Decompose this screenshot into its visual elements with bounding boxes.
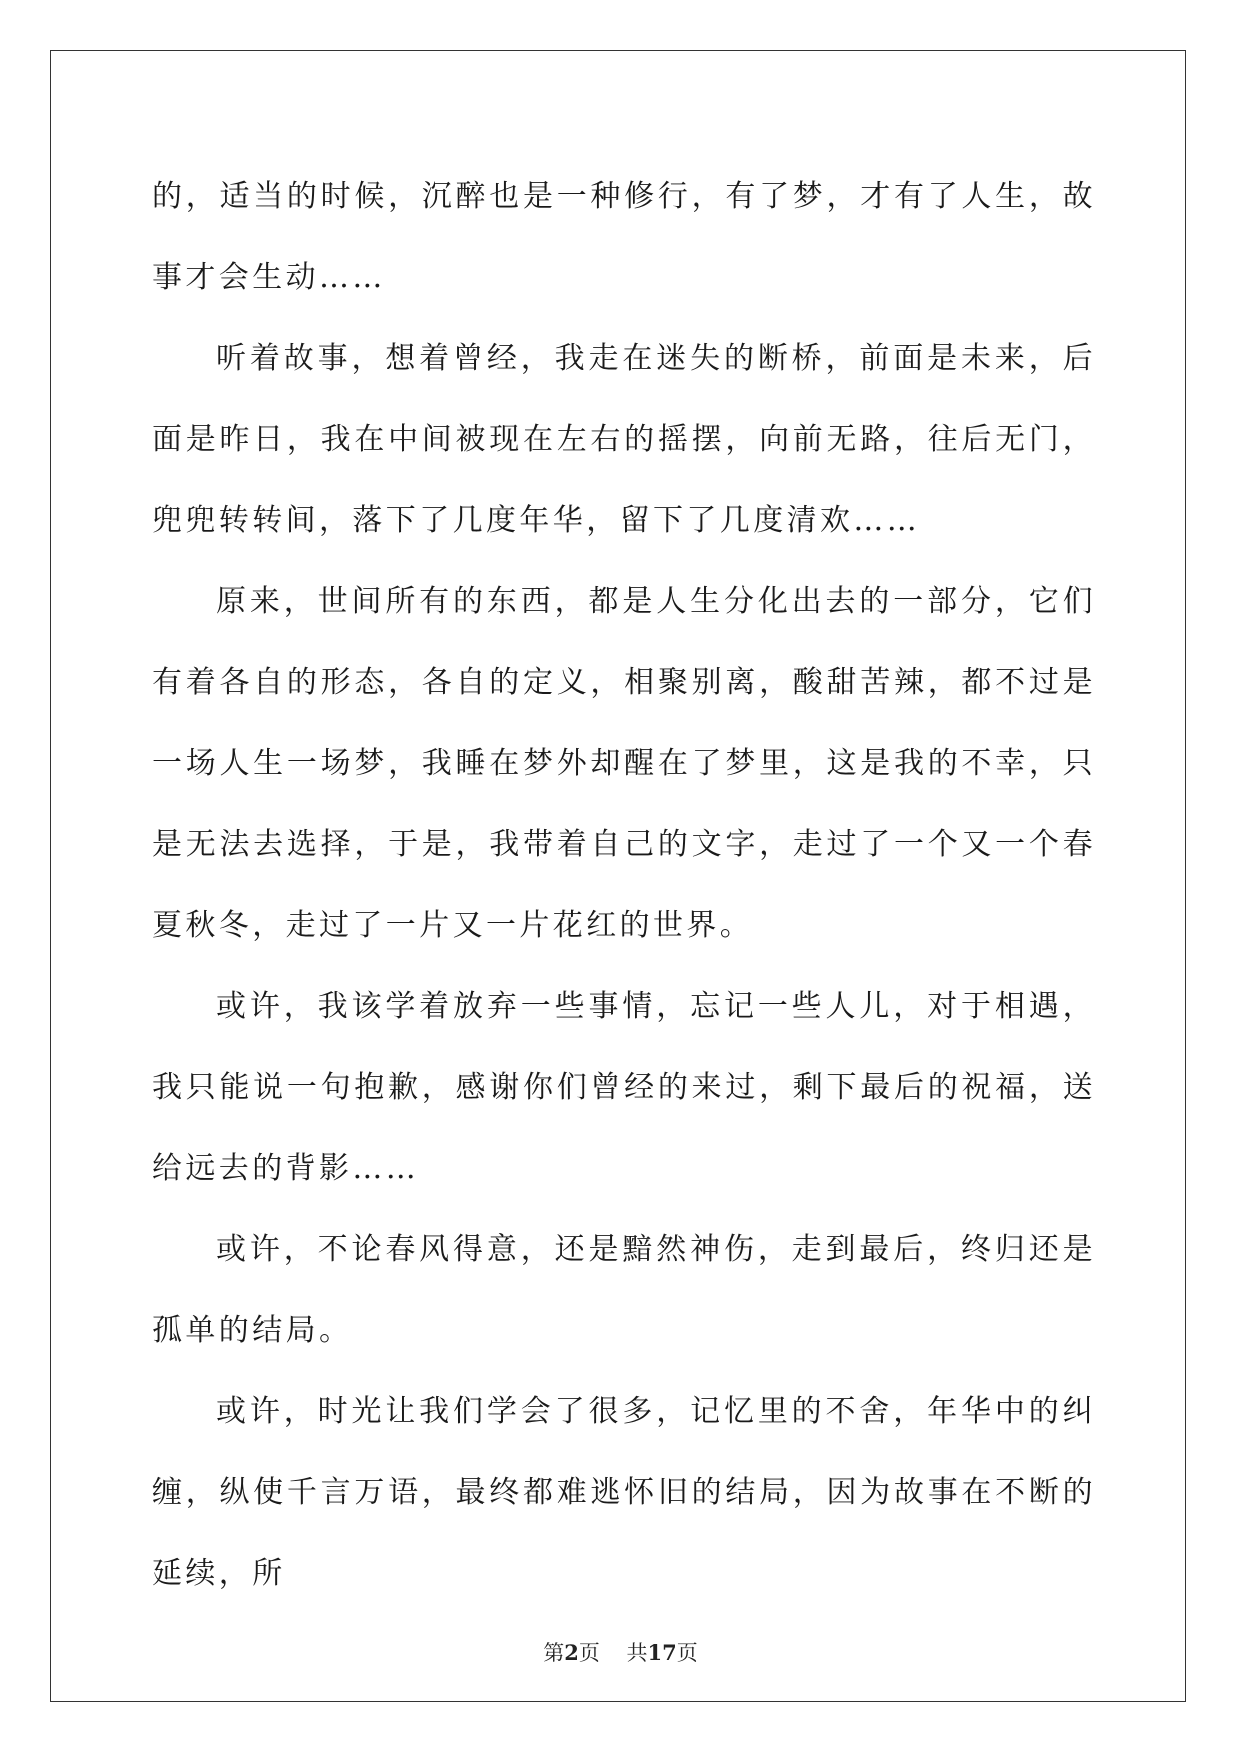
document-body — [152, 156, 1096, 1614]
footer-total-suffix: 页 — [676, 1641, 698, 1665]
paragraph: 的，适当的时候，沉醉也是一种修行，有了梦，才有了人生，故事才会生动…… — [152, 179, 1096, 295]
page-footer — [0, 1641, 1241, 1665]
total-page-count: 17 — [647, 1640, 677, 1665]
footer-prefix: 第 — [543, 1641, 565, 1665]
paragraph: 或许，不论春风得意，还是黯然神伤，走到最后，终归还是孤单的结局。 — [152, 1232, 1096, 1348]
current-page-number: 2 — [564, 1640, 579, 1665]
paragraph: 听着故事，想着曾经，我走在迷失的断桥，前面是未来，后面是昨日，我在中间被现在左右的摇摆，向前无路，往后无门，兜兜转转间，落下了几度年华，留下了几度清欢…… — [152, 341, 1096, 538]
paragraph: 原来，世间所有的东西，都是人生分化出去的一部分，它们有着各自的形态，各自的定义，相聚别离，酸甜苦辣，都不过是一场人生一场梦，我睡在梦外却醒在了梦里，这是我的不幸，只是无法去选择，于是，我带着自己的文字，走过了一个又一个春夏秋冬，走过了一片又一片花红的世界。 — [152, 584, 1096, 943]
footer-total-prefix: 共 — [626, 1641, 648, 1665]
paragraph: 或许，时光让我们学会了很多，记忆里的不舍，年华中的纠缠，纵使千言万语，最终都难逃怀旧的结局，因为故事在不断的延续，所 — [152, 1394, 1096, 1591]
footer-page-suffix: 页 — [578, 1641, 600, 1665]
paragraph: 或许，我该学着放弃一些事情，忘记一些人儿，对于相遇，我只能说一句抱歉，感谢你们曾经的来过，剩下最后的祝福，送给远去的背影…… — [152, 989, 1096, 1186]
